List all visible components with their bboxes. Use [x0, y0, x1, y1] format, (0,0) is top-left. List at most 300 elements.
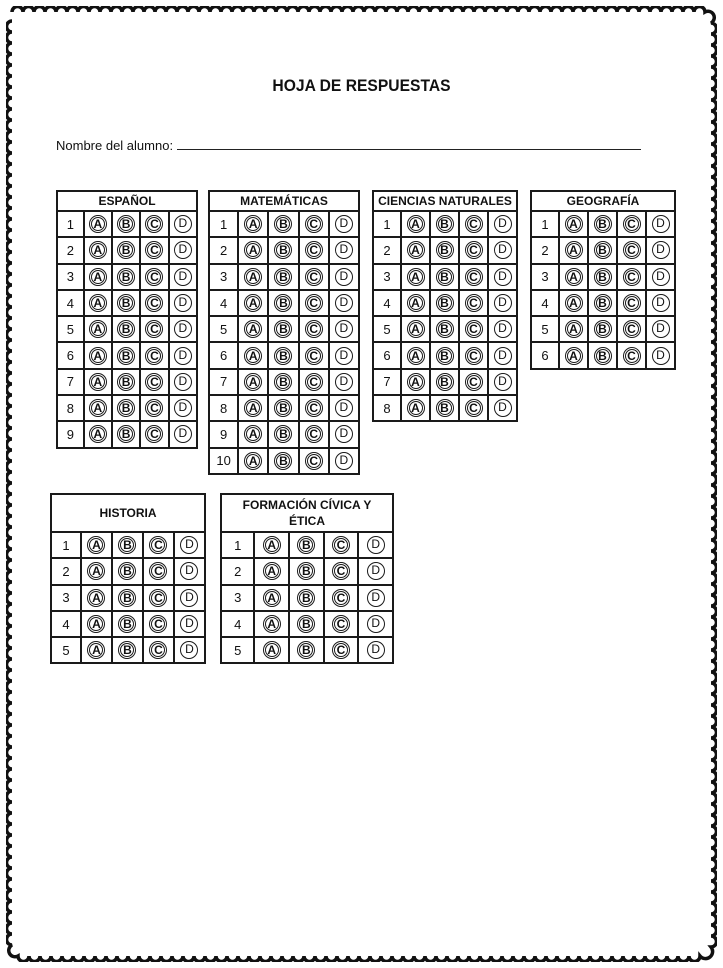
answer-table-ciencias: [372, 190, 518, 422]
answer-bubble-c[interactable]: C: [332, 536, 350, 554]
question-number: 1: [57, 211, 84, 237]
answer-bubble-c[interactable]: C: [305, 399, 323, 417]
option-cell: [268, 369, 298, 395]
answer-bubble-a[interactable]: A: [263, 562, 281, 580]
table-header-historia: HISTORIA: [51, 494, 205, 532]
answer-bubble-d[interactable]: D: [335, 347, 353, 365]
answer-bubble-b[interactable]: B: [117, 215, 135, 233]
table-row: [373, 342, 517, 368]
answer-bubble-a[interactable]: A: [407, 215, 425, 233]
answer-bubble-b[interactable]: B: [117, 425, 135, 443]
table-row: [531, 316, 675, 342]
answer-bubble-b[interactable]: B: [274, 241, 292, 259]
answer-bubble-c[interactable]: C: [305, 452, 323, 470]
option-cell: [329, 264, 359, 290]
answer-bubble-d[interactable]: D: [180, 589, 198, 607]
answer-bubble-c[interactable]: C: [465, 373, 483, 391]
answer-bubble-d[interactable]: D: [180, 615, 198, 633]
answer-bubble-d[interactable]: D: [174, 268, 192, 286]
answer-bubble-b[interactable]: B: [297, 562, 315, 580]
answer-bubble-a[interactable]: A: [407, 399, 425, 417]
answer-bubble-a[interactable]: A: [263, 536, 281, 554]
answer-bubble-b[interactable]: B: [274, 373, 292, 391]
question-number: 8: [209, 395, 238, 421]
answer-bubble-c[interactable]: C: [623, 294, 641, 312]
answer-bubble-d[interactable]: D: [652, 268, 670, 286]
answer-bubble-a[interactable]: A: [263, 615, 281, 633]
answer-bubble-b[interactable]: B: [117, 241, 135, 259]
option-cell: [140, 421, 168, 447]
answer-bubble-a[interactable]: A: [244, 399, 262, 417]
answer-bubble-b[interactable]: B: [436, 241, 454, 259]
option-cell: [143, 558, 174, 584]
answer-bubble-d[interactable]: D: [367, 589, 385, 607]
question-number: 5: [57, 316, 84, 342]
answer-bubble-b[interactable]: B: [436, 215, 454, 233]
answer-bubble-c[interactable]: C: [145, 320, 163, 338]
question-number: 4: [531, 290, 559, 316]
answer-bubble-a[interactable]: A: [87, 641, 105, 659]
answer-bubble-d[interactable]: D: [367, 562, 385, 580]
answer-bubble-a[interactable]: A: [263, 589, 281, 607]
answer-bubble-c[interactable]: C: [305, 320, 323, 338]
answer-bubble-c[interactable]: C: [465, 241, 483, 259]
option-cell: [84, 369, 112, 395]
answer-bubble-b[interactable]: B: [297, 536, 315, 554]
answer-bubble-c[interactable]: C: [305, 268, 323, 286]
answer-bubble-d[interactable]: D: [367, 615, 385, 633]
answer-bubble-a[interactable]: A: [244, 347, 262, 365]
answer-bubble-a[interactable]: A: [565, 347, 583, 365]
option-cell: [169, 237, 197, 263]
question-number: 1: [531, 211, 559, 237]
table-row: [51, 585, 205, 611]
option-cell: [268, 448, 298, 474]
option-cell: [299, 290, 329, 316]
question-number: 7: [373, 369, 401, 395]
table-row: [373, 316, 517, 342]
answer-bubble-c[interactable]: C: [145, 241, 163, 259]
answer-bubble-b[interactable]: B: [274, 268, 292, 286]
question-number: 2: [209, 237, 238, 263]
answer-bubble-d[interactable]: D: [494, 268, 512, 286]
option-cell: [430, 264, 459, 290]
question-number: 8: [57, 395, 84, 421]
option-cell: [84, 237, 112, 263]
answer-bubble-d[interactable]: D: [367, 641, 385, 659]
option-cell: [112, 611, 143, 637]
answer-bubble-c[interactable]: C: [149, 615, 167, 633]
option-cell: [358, 611, 393, 637]
table-row: [209, 448, 359, 474]
option-cell: [459, 290, 488, 316]
answer-bubble-b[interactable]: B: [594, 320, 612, 338]
question-number: 1: [209, 211, 238, 237]
answer-bubble-c[interactable]: C: [145, 347, 163, 365]
answer-bubble-a[interactable]: A: [89, 215, 107, 233]
option-cell: [169, 211, 197, 237]
answer-bubble-b[interactable]: B: [594, 294, 612, 312]
option-cell: [81, 532, 112, 558]
answer-bubble-c[interactable]: C: [305, 215, 323, 233]
answer-bubble-d[interactable]: D: [174, 425, 192, 443]
answer-bubble-d[interactable]: D: [652, 294, 670, 312]
answer-bubble-a[interactable]: A: [565, 241, 583, 259]
option-cell: [646, 264, 675, 290]
question-number: 2: [57, 237, 84, 263]
answer-bubble-d[interactable]: D: [494, 320, 512, 338]
answer-bubble-c[interactable]: C: [149, 562, 167, 580]
option-cell: [238, 316, 268, 342]
answer-bubble-c[interactable]: C: [623, 347, 641, 365]
answer-bubble-c[interactable]: C: [305, 241, 323, 259]
answer-bubble-a[interactable]: A: [244, 425, 262, 443]
answer-bubble-b[interactable]: B: [118, 641, 136, 659]
answer-bubble-c[interactable]: C: [145, 399, 163, 417]
question-number: 5: [531, 316, 559, 342]
option-cell: [268, 342, 298, 368]
option-cell: [254, 611, 289, 637]
option-cell: [143, 637, 174, 663]
table-row: [221, 611, 393, 637]
option-cell: [254, 637, 289, 663]
option-cell: [299, 264, 329, 290]
answer-bubble-a[interactable]: A: [244, 373, 262, 391]
option-cell: [588, 290, 617, 316]
answer-bubble-d[interactable]: D: [174, 320, 192, 338]
answer-bubble-a[interactable]: A: [89, 399, 107, 417]
answer-bubble-b[interactable]: B: [297, 589, 315, 607]
answer-bubble-c[interactable]: C: [465, 347, 483, 365]
answer-bubble-a[interactable]: A: [244, 215, 262, 233]
answer-bubble-c[interactable]: C: [465, 268, 483, 286]
answer-bubble-d[interactable]: D: [174, 294, 192, 312]
option-cell: [289, 611, 324, 637]
option-cell: [401, 211, 430, 237]
answer-bubble-c[interactable]: C: [465, 320, 483, 338]
option-cell: [143, 611, 174, 637]
answer-bubble-d[interactable]: D: [174, 373, 192, 391]
question-number: 6: [57, 342, 84, 368]
answer-bubble-b[interactable]: B: [436, 268, 454, 286]
answer-bubble-a[interactable]: A: [407, 241, 425, 259]
answer-bubble-c[interactable]: C: [623, 268, 641, 286]
option-cell: [488, 395, 517, 421]
answer-bubble-b[interactable]: B: [117, 320, 135, 338]
answer-bubble-b[interactable]: B: [117, 373, 135, 391]
table-row: [209, 421, 359, 447]
option-cell: [268, 264, 298, 290]
option-cell: [430, 342, 459, 368]
answer-bubble-b[interactable]: B: [117, 399, 135, 417]
answer-bubble-a[interactable]: A: [407, 268, 425, 286]
answer-bubble-c[interactable]: C: [145, 425, 163, 443]
answer-bubble-a[interactable]: A: [89, 241, 107, 259]
question-number: 6: [373, 342, 401, 368]
answer-bubble-b[interactable]: B: [118, 562, 136, 580]
option-cell: [81, 611, 112, 637]
answer-bubble-b[interactable]: B: [118, 536, 136, 554]
answer-bubble-c[interactable]: C: [305, 347, 323, 365]
answer-bubble-c[interactable]: C: [305, 294, 323, 312]
answer-bubble-d[interactable]: D: [652, 347, 670, 365]
answer-bubble-c[interactable]: C: [623, 241, 641, 259]
answer-bubble-c[interactable]: C: [332, 589, 350, 607]
answer-bubble-c[interactable]: C: [149, 589, 167, 607]
answer-bubble-b[interactable]: B: [117, 268, 135, 286]
answer-bubble-d[interactable]: D: [180, 641, 198, 659]
answer-bubble-d[interactable]: D: [180, 562, 198, 580]
answer-bubble-d[interactable]: D: [494, 241, 512, 259]
answer-bubble-d[interactable]: D: [494, 294, 512, 312]
option-cell: [646, 211, 675, 237]
answer-bubble-d[interactable]: D: [494, 399, 512, 417]
option-cell: [324, 558, 359, 584]
answer-bubble-a[interactable]: A: [244, 294, 262, 312]
answer-bubble-b[interactable]: B: [274, 425, 292, 443]
answer-bubble-d[interactable]: D: [335, 425, 353, 443]
option-cell: [289, 637, 324, 663]
table-row: [57, 421, 197, 447]
answer-bubble-a[interactable]: A: [244, 320, 262, 338]
table-row: [209, 316, 359, 342]
answer-bubble-c[interactable]: C: [465, 215, 483, 233]
answer-bubble-b[interactable]: B: [594, 347, 612, 365]
option-cell: [324, 585, 359, 611]
option-cell: [488, 290, 517, 316]
answer-bubble-c[interactable]: C: [145, 294, 163, 312]
option-cell: [329, 316, 359, 342]
option-cell: [588, 237, 617, 263]
answer-bubble-c[interactable]: C: [145, 373, 163, 391]
answer-bubble-d[interactable]: D: [652, 320, 670, 338]
answer-bubble-c[interactable]: C: [332, 562, 350, 580]
answer-bubble-b[interactable]: B: [274, 452, 292, 470]
option-cell: [617, 264, 646, 290]
answer-bubble-a[interactable]: A: [263, 641, 281, 659]
answer-bubble-b[interactable]: B: [117, 347, 135, 365]
option-cell: [559, 264, 588, 290]
answer-bubble-b[interactable]: B: [436, 399, 454, 417]
table-row: [57, 395, 197, 421]
answer-bubble-b[interactable]: B: [594, 268, 612, 286]
option-cell: [358, 585, 393, 611]
option-cell: [112, 211, 140, 237]
answer-bubble-b[interactable]: B: [274, 215, 292, 233]
answer-bubble-b[interactable]: B: [118, 589, 136, 607]
answer-bubble-a[interactable]: A: [244, 241, 262, 259]
answer-bubble-d[interactable]: D: [652, 215, 670, 233]
answer-bubble-d[interactable]: D: [335, 294, 353, 312]
option-cell: [140, 395, 168, 421]
answer-bubble-d[interactable]: D: [174, 399, 192, 417]
answer-bubble-b[interactable]: B: [274, 347, 292, 365]
question-number: 6: [209, 342, 238, 368]
student-name-blank[interactable]: [177, 137, 641, 150]
answer-bubble-b[interactable]: B: [297, 615, 315, 633]
answer-bubble-b[interactable]: B: [436, 373, 454, 391]
question-number: 5: [373, 316, 401, 342]
option-cell: [401, 369, 430, 395]
answer-bubble-c[interactable]: C: [465, 399, 483, 417]
answer-bubble-a[interactable]: A: [87, 536, 105, 554]
question-number: 4: [221, 611, 254, 637]
option-cell: [268, 237, 298, 263]
option-cell: [112, 264, 140, 290]
table-row: [221, 558, 393, 584]
answer-bubble-c[interactable]: C: [149, 641, 167, 659]
option-cell: [324, 532, 359, 558]
answer-bubble-a[interactable]: A: [565, 215, 583, 233]
option-cell: [358, 637, 393, 663]
option-cell: [84, 211, 112, 237]
answer-bubble-b[interactable]: B: [117, 294, 135, 312]
answer-bubble-d[interactable]: D: [335, 399, 353, 417]
option-cell: [169, 290, 197, 316]
answer-bubble-a[interactable]: A: [89, 294, 107, 312]
answer-bubble-c[interactable]: C: [623, 215, 641, 233]
answer-bubble-d[interactable]: D: [652, 241, 670, 259]
question-number: 4: [209, 290, 238, 316]
answer-bubble-d[interactable]: D: [335, 373, 353, 391]
answer-bubble-a[interactable]: A: [89, 320, 107, 338]
answer-table-civica: [220, 493, 394, 664]
option-cell: [299, 448, 329, 474]
answer-bubble-d[interactable]: D: [180, 536, 198, 554]
answer-bubble-d[interactable]: D: [335, 268, 353, 286]
option-cell: [238, 264, 268, 290]
answer-bubble-a[interactable]: A: [89, 373, 107, 391]
question-number: 5: [51, 637, 81, 663]
answer-bubble-c[interactable]: C: [145, 268, 163, 286]
page-title: HOJA DE RESPUESTAS: [272, 76, 451, 95]
option-cell: [112, 585, 143, 611]
table-row: [57, 342, 197, 368]
answer-bubble-b[interactable]: B: [274, 399, 292, 417]
option-cell: [646, 237, 675, 263]
option-cell: [617, 342, 646, 368]
option-cell: [174, 611, 205, 637]
option-cell: [324, 611, 359, 637]
answer-bubble-b[interactable]: B: [594, 215, 612, 233]
table-header-civica: FORMACIÓN CÍVICA Y ÉTICA: [221, 494, 393, 532]
answer-bubble-c[interactable]: C: [465, 294, 483, 312]
option-cell: [430, 395, 459, 421]
table-row: [373, 369, 517, 395]
answer-bubble-c[interactable]: C: [305, 373, 323, 391]
answer-bubble-b[interactable]: B: [436, 320, 454, 338]
option-cell: [459, 369, 488, 395]
answer-bubble-a[interactable]: A: [565, 268, 583, 286]
answer-bubble-a[interactable]: A: [89, 425, 107, 443]
option-cell: [238, 395, 268, 421]
answer-bubble-a[interactable]: A: [89, 268, 107, 286]
answer-bubble-c[interactable]: C: [305, 425, 323, 443]
answer-bubble-a[interactable]: A: [407, 373, 425, 391]
table-row: [51, 558, 205, 584]
question-number: 5: [221, 637, 254, 663]
table-row: [531, 290, 675, 316]
table-row: [209, 342, 359, 368]
answer-bubble-d[interactable]: D: [335, 452, 353, 470]
table-row: [531, 342, 675, 368]
question-number: 1: [51, 532, 81, 558]
answer-bubble-b[interactable]: B: [297, 641, 315, 659]
answer-bubble-a[interactable]: A: [244, 268, 262, 286]
answer-bubble-c[interactable]: C: [623, 320, 641, 338]
answer-bubble-d[interactable]: D: [494, 373, 512, 391]
answer-bubble-d[interactable]: D: [335, 241, 353, 259]
answer-bubble-c[interactable]: C: [332, 641, 350, 659]
option-cell: [112, 532, 143, 558]
table-row: [373, 395, 517, 421]
table-row: [57, 316, 197, 342]
option-cell: [488, 211, 517, 237]
table-row: [57, 237, 197, 263]
answer-bubble-a[interactable]: A: [407, 347, 425, 365]
option-cell: [174, 637, 205, 663]
option-cell: [289, 558, 324, 584]
option-cell: [646, 290, 675, 316]
question-number: 4: [57, 290, 84, 316]
answer-bubble-a[interactable]: A: [244, 452, 262, 470]
option-cell: [238, 237, 268, 263]
option-cell: [329, 395, 359, 421]
answer-bubble-d[interactable]: D: [174, 241, 192, 259]
answer-bubble-b[interactable]: B: [594, 241, 612, 259]
answer-bubble-a[interactable]: A: [87, 562, 105, 580]
option-cell: [140, 369, 168, 395]
option-cell: [81, 637, 112, 663]
answer-bubble-b[interactable]: B: [436, 294, 454, 312]
option-cell: [174, 585, 205, 611]
answer-bubble-b[interactable]: B: [274, 294, 292, 312]
answer-bubble-d[interactable]: D: [494, 347, 512, 365]
question-number: 9: [57, 421, 84, 447]
answer-bubble-b[interactable]: B: [436, 347, 454, 365]
answer-bubble-d[interactable]: D: [335, 215, 353, 233]
answer-bubble-a[interactable]: A: [89, 347, 107, 365]
answer-bubble-a[interactable]: A: [407, 320, 425, 338]
option-cell: [617, 211, 646, 237]
answer-bubble-a[interactable]: A: [565, 294, 583, 312]
answer-bubble-c[interactable]: C: [145, 215, 163, 233]
option-cell: [238, 211, 268, 237]
answer-bubble-a[interactable]: A: [565, 320, 583, 338]
answer-bubble-d[interactable]: D: [494, 215, 512, 233]
answer-bubble-b[interactable]: B: [118, 615, 136, 633]
answer-bubble-b[interactable]: B: [274, 320, 292, 338]
answer-bubble-c[interactable]: C: [149, 536, 167, 554]
answer-bubble-d[interactable]: D: [367, 536, 385, 554]
option-cell: [559, 290, 588, 316]
option-cell: [299, 421, 329, 447]
answer-bubble-d[interactable]: D: [335, 320, 353, 338]
answer-bubble-a[interactable]: A: [407, 294, 425, 312]
option-cell: [588, 342, 617, 368]
question-number: 6: [531, 342, 559, 368]
answer-bubble-d[interactable]: D: [174, 215, 192, 233]
option-cell: [254, 532, 289, 558]
table-row: [373, 264, 517, 290]
answer-bubble-a[interactable]: A: [87, 589, 105, 607]
option-cell: [488, 316, 517, 342]
answer-bubble-a[interactable]: A: [87, 615, 105, 633]
option-cell: [174, 558, 205, 584]
answer-bubble-d[interactable]: D: [174, 347, 192, 365]
option-cell: [459, 316, 488, 342]
answer-bubble-c[interactable]: C: [332, 615, 350, 633]
